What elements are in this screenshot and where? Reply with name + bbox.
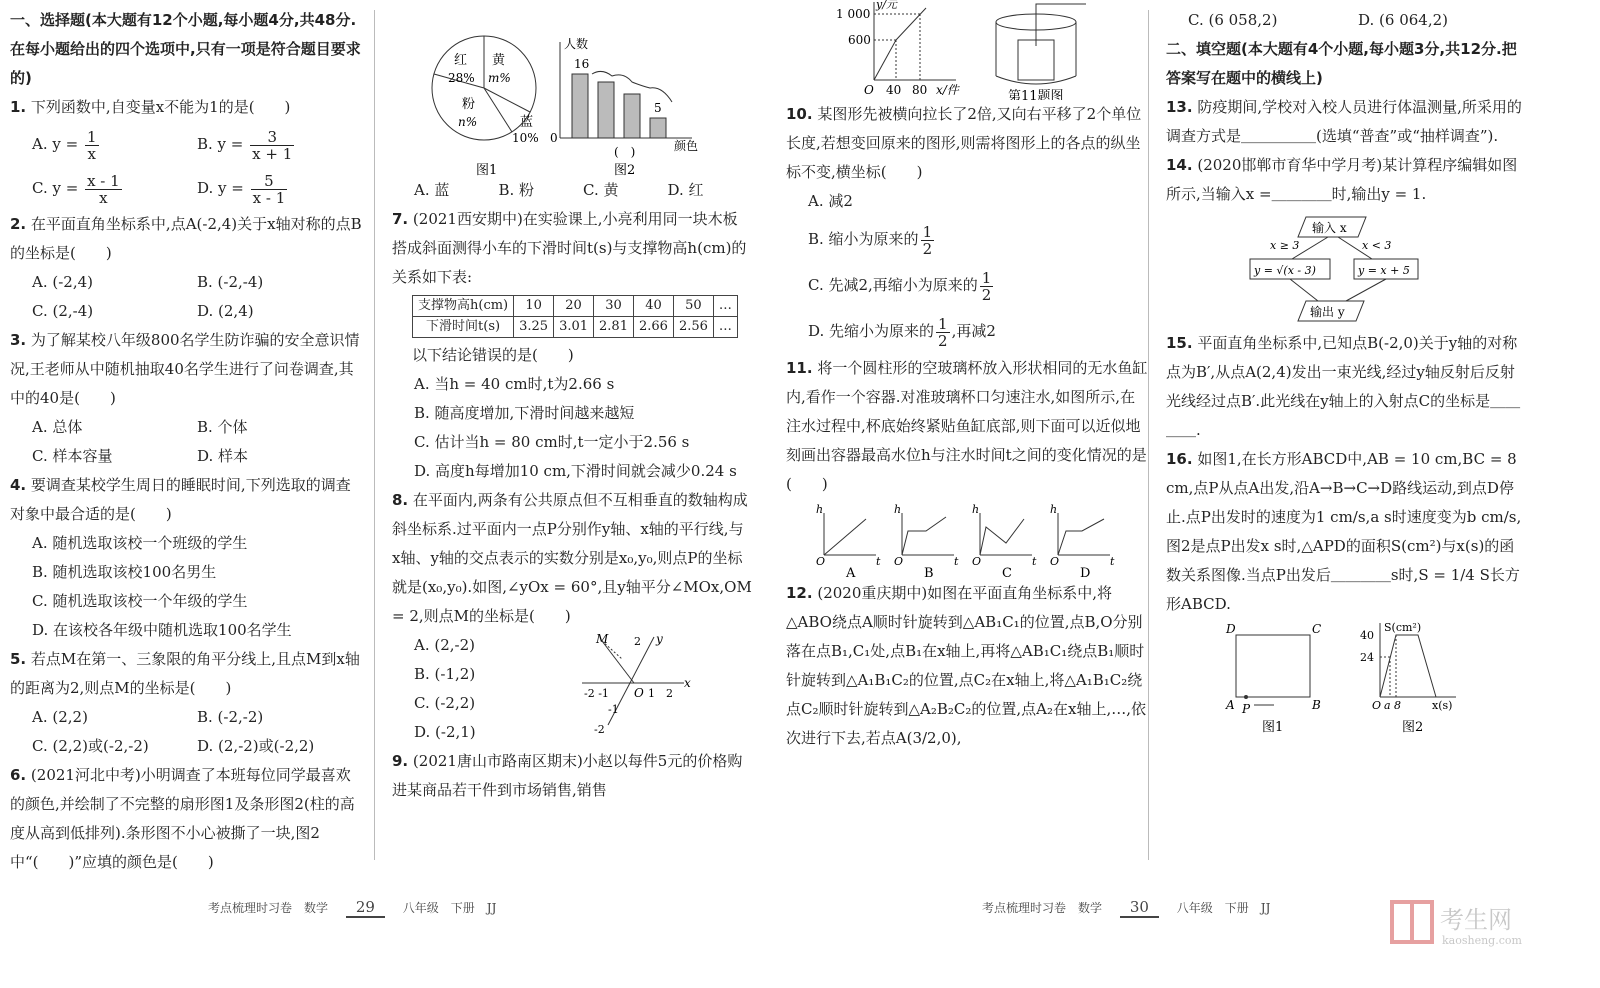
tick-label: -2 -1 (584, 687, 609, 700)
section-1-title: 一、选择题(本大题有12个小题,每小题4分,共48分.在每小题给出的四个选项中,只有一项是符合题目要求的) (10, 11, 361, 87)
svg-text:h: h (972, 503, 980, 516)
pie-pct-pink: n% (458, 115, 478, 129)
om-segment (602, 641, 634, 683)
question-15: 15. 平面直角坐标系中,已知点B(-2,0)关于y轴的对称点为B′,从点A(2,4)发出一束光线,经过y轴反射后反射光线经过点B′.此光线在y轴上的入射点C的坐标是＿＿＿＿. (1166, 334, 1521, 439)
svg-text:O: O (1050, 555, 1060, 568)
option-a: A. (2,-2) (414, 636, 475, 654)
graph-c (972, 503, 1037, 579)
table-cell: 支撑物高h(cm) (413, 296, 514, 317)
option-b: B. 随机选取该校100名男生 (32, 563, 217, 581)
pie-divider (484, 88, 512, 132)
column-3 (786, 0, 1148, 753)
condition-label: x < 3 (1362, 239, 1392, 252)
graph-a (816, 503, 881, 579)
svg-text:A: A (1226, 698, 1235, 712)
option-b: B. y = $\frac{3}{x + 1}$ (197, 127, 293, 163)
question-2: 2. 在平面直角坐标系中,点A(-2,4)关于x轴对称的点B的坐标是( ) (10, 215, 362, 262)
q16-figures (1166, 619, 1528, 739)
column-divider (374, 10, 375, 860)
pie-label-red: 红 (454, 53, 468, 68)
question-8: 8. 在平面内,两条有公共原点但不互相垂直的数轴构成斜坐标系.过平面内一点P分别作y轴、x轴的平行线,与x轴、y轴的交点表示的实数分别是x₀,y₀,则点P的坐标就是(x₀,y₀).如图,∠yOx = 60°,且y轴平分∠MOx,OM = 2,则点M的坐标是( ) (392, 491, 752, 625)
bar (650, 118, 666, 138)
option-b: B. 随高度增加,下滑时间越来越短 (414, 404, 635, 422)
svg-text:D: D (1226, 622, 1236, 636)
flow-arrow (1346, 279, 1386, 301)
pie-pct-blue: 10% (512, 131, 539, 145)
tick-label: a 8 (1384, 699, 1402, 712)
tick-label: 40 (886, 83, 902, 97)
origin-label: O (634, 686, 644, 700)
y-axis-label: S(cm²) (1384, 621, 1422, 634)
y-axis-label: y/元 (876, 0, 897, 11)
question-5: 5. 若点M在第一、三象限的角平分线上,且点M到x轴的距离为2,则点M的坐标是( ) (10, 650, 360, 697)
figure-caption: 图1 (1262, 720, 1284, 735)
svg-text:B: B (1312, 698, 1321, 712)
graph-line (980, 519, 1024, 555)
option-a: A. 减2 (808, 192, 853, 210)
bar (624, 94, 640, 138)
bar-data-label: 16 (574, 57, 590, 71)
question-1: 1. 下列函数中,自变量x不能为1的是( ) (10, 98, 291, 116)
origin-label: O (864, 83, 874, 97)
option-c: C. (2,2)或(-2,-2) (32, 737, 149, 755)
y-axis-label: 人数 (564, 37, 589, 51)
question-stem: 平面直角坐标系中,已知点B(-2,0)关于y轴的对称点为B′,从点A(2,4)发出一束光线,经过y轴反射后反射光线经过点B′.此光线在y轴上的入射点C的坐标是＿＿＿＿. (1166, 334, 1521, 439)
bar-chart (550, 36, 698, 176)
bar-blank-label: ( ) (614, 145, 636, 159)
option-a: A. 随机选取该校一个班级的学生 (32, 534, 248, 552)
question-3: 3. 为了解某校八年级800名学生防诈骗的安全意识情况,王老师从中随机抽取40名学生进行了问卷调查,其中的40是( ) (10, 331, 360, 407)
options-row (10, 297, 362, 326)
section-2-title: 二、填空题(本大题有4个小题,每小题3分,共12分.把答案写在题中的横线上) (1166, 40, 1517, 87)
option-c: C. 样本容量 (32, 447, 113, 465)
option-d: D. (-2,1) (414, 723, 476, 741)
q8-oblique-axes-figure (572, 633, 702, 743)
option-d: D. y = $\frac{5}{x - 1}$ (197, 171, 286, 207)
svg-text:C: C (1312, 622, 1322, 636)
question-13: 13. 防疫期间,学校对入校人员进行体温测量,所采用的调查方式是＿＿＿＿＿(选填“普查”或“抽样调查”). (1166, 98, 1522, 145)
q9-q11-figures (786, 0, 1148, 100)
question-stem: (2021河北中考)小明调查了本班每位同学最喜欢的颜色,并绘制了不完整的扇形图1及条形图2(柱的高度从高到低排列).条形图不小心被撕了一块,图2中“( )”应填的颜色是( ) (10, 766, 355, 871)
option-d: D. 样本 (197, 447, 249, 465)
option-c: C. (-2,2) (414, 694, 476, 712)
output-label: 输出 y (1310, 305, 1345, 319)
option-c: C. (2,-4) (32, 302, 94, 320)
x-axis-label: 颜色 (674, 139, 699, 153)
svg-text:O: O (1372, 699, 1382, 712)
option-label: D (1080, 566, 1091, 579)
q7-table (412, 295, 738, 338)
svg-text:h: h (1050, 503, 1058, 516)
watermark-logo (1390, 898, 1540, 948)
q11-options-svg (786, 499, 1148, 579)
q6-figure-svg (392, 6, 752, 176)
option-d: D. (6 064,2) (1358, 11, 1448, 29)
page-number: 30 (1120, 898, 1159, 918)
option-a: A. 当h = 40 cm时,t为2.66 s (414, 375, 615, 393)
pie-pct-red: 28% (448, 71, 475, 85)
figure-caption: 第11题图 (1008, 89, 1064, 100)
watermark (1390, 898, 1540, 948)
tick-label: 40 (1360, 629, 1374, 642)
options-row (10, 413, 362, 442)
column-2 (392, 6, 752, 805)
graph-line (1380, 635, 1436, 697)
question-11: 11. 将一个圆柱形的空玻璃杯放入形状相同的无水鱼缸内,看作一个容器.对准玻璃杯口匀速注水,如图所示,在注水过程中,杯底始终紧贴鱼缸底部,则下面可以近似地刻画出容器最高水位h与注水时间t之间的变化情况的是( ) (786, 359, 1148, 493)
options-row (10, 268, 362, 297)
table-row: 支撑物高h(cm) 10 20 30 40 50 … (413, 296, 738, 317)
flow-arrow (1290, 279, 1318, 301)
q11-fish-tank (996, 4, 1086, 100)
area-graph (1360, 621, 1456, 735)
svg-text:t: t (1032, 555, 1037, 568)
bar (598, 82, 614, 138)
x-axis-label: x/件 (936, 83, 959, 97)
x-label: x (684, 676, 691, 690)
bar-data-label: 5 (654, 101, 662, 115)
bar (572, 74, 588, 138)
question-10: 10. 某图形先被横向拉长了2倍,又向右平移了2个单位长度,若想变回原来的图形,则需将图形上的各点的纵坐标不变,横坐标( ) (786, 105, 1142, 181)
options-row (10, 703, 362, 732)
footer-book: 考点梳理时习卷 数学 (982, 901, 1103, 915)
options-row (1166, 6, 1528, 35)
point-p (1244, 695, 1248, 699)
question-sub: 以下结论错误的是( ) (412, 346, 574, 364)
option-c: C. (6 058,2) (1188, 11, 1278, 29)
option-c: C. 先减2,再缩小为原来的 $\frac{1}{2}$ (808, 268, 992, 304)
table-cell: 下滑时间t(s) (413, 317, 514, 338)
footer-left (208, 898, 496, 918)
svg-text:t: t (876, 555, 881, 568)
option-label: A (846, 566, 856, 579)
question-stem: (2020邯郸市育华中学月考)某计算程序编辑如图所示,当输入x =＿＿＿＿时,输出y = 1. (1166, 156, 1518, 203)
tick-label: 80 (912, 83, 928, 97)
option-c: C. 随机选取该校一个年级的学生 (32, 592, 248, 610)
pie-chart (432, 36, 539, 176)
column-1 (10, 6, 362, 877)
option-b: B. 粉 (498, 181, 535, 199)
condition-label: x ≥ 3 (1270, 239, 1300, 252)
footer-book: 考点梳理时习卷 数学 (208, 901, 329, 915)
column-4 (1166, 6, 1528, 739)
rectangle-figure (1225, 622, 1321, 735)
question-4: 4. 要调查某校学生周日的睡眠时间,下列选取的调查对象中最合适的是( ) (10, 476, 351, 523)
option-a: A. 总体 (32, 418, 83, 436)
option-label: B (924, 566, 934, 579)
question-stem: 在平面内,两条有公共原点但不互相垂直的数轴构成斜坐标系.过平面内一点P分别作y轴、x轴的平行线,与x轴、y轴的交点表示的实数分别是x₀,y₀,则点P的坐标就是(x₀,y₀).如图,∠yOx = 60°,且y轴平分∠MOx,OM = 2,则点M的坐标是( ) (392, 491, 752, 625)
option-c: C. 黄 (583, 181, 619, 199)
option-b: B. 缩小为原来的 $\frac{1}{2}$ (808, 222, 933, 258)
option-d: D. 在该校各年级中随机选取100名学生 (32, 621, 292, 639)
graph-b (894, 503, 959, 579)
q6-figures (392, 6, 752, 176)
pie-pct-yellow: m% (488, 71, 511, 85)
question-stem: 若点M在第一、三象限的角平分线上,且点M到x轴的距离为2,则点M的坐标是( ) (10, 650, 360, 697)
figure-caption: 图1 (476, 163, 498, 176)
question-stem: 防疫期间,学校对入校人员进行体温测量,所采用的调查方式是＿＿＿＿＿(选填“普查”或“抽样调查”). (1166, 98, 1522, 145)
graph-line (896, 8, 926, 40)
options-row (10, 442, 362, 471)
formula-label: y = x + 5 (1358, 264, 1410, 277)
formula-label: y = √(x - 3) (1254, 264, 1316, 277)
svg-text:h: h (894, 503, 902, 516)
question-stem: 为了解某校八年级800名学生防诈骗的安全意识情况,王老师从中随机抽取40名学生进行了问卷调查,其中的40是( ) (10, 331, 360, 407)
tick-label: -2 (594, 723, 605, 736)
option-d: D. 红 (667, 181, 704, 199)
option-a: A. (2,2) (32, 708, 88, 726)
question-6: 6. (2021河北中考)小明调查了本班每位同学最喜欢的颜色,并绘制了不完整的扇形图1及条形图2(柱的高度从高到低排列).条形图不小心被撕了一块,图2中“( )”应填的颜色是( ) (10, 766, 355, 871)
options-row (392, 176, 752, 205)
question-12: 12. (2020重庆期中)如图在平面直角坐标系中,将△ABO绕点A顺时针旋转到△AB₁C₁的位置,点B,O分别落在点B₁,C₁处,点B₁在x轴上,再将△AB₁C₁绕点B₁顺时针旋转到△A₁B₁C₂的位置,点C₂在x轴上,将△A₁B₁C₂绕点C₂顺时针旋转到△A₂B₂C₂的位置,点A₂在x轴上,…,依次进行下去,若点A(3/2,0), (786, 584, 1147, 747)
q16-figure-svg (1166, 619, 1528, 739)
option-b: B. (-1,2) (414, 665, 476, 683)
question-9: 9. (2021唐山市路南区期末)小赵以每件5元的价格购进某商品若干件到市场销售,销售 (392, 752, 743, 799)
graph-d (1050, 503, 1115, 579)
rectangle-abcd (1236, 635, 1310, 697)
question-stem: 在平面直角坐标系中,点A(-2,4)关于x轴对称的点B的坐标是( ) (10, 215, 362, 262)
tick-label: 2 (634, 635, 641, 648)
svg-text:O: O (894, 555, 904, 568)
figure-caption: 图2 (614, 163, 636, 176)
question-stem: 如图1,在长方形ABCD中,AB = 10 cm,BC = 8 cm,点P从点A出发,沿A→B→C→D路线运动,到点D停止.点P出发时的速度为1 cm/s,a s时速度变为b cm/s,图2是点P出发x s时,△APD的面积S(cm²)与x(s)的函数关系图像.当点P出发后＿＿＿＿s时,S = 1/4 S长方形ABCD. (1166, 450, 1522, 613)
footer-grade: 八年级 下册 JJ (402, 901, 497, 915)
question-stem: (2021唐山市路南区期末)小赵以每件5元的价格购进某商品若干件到市场销售,销售 (392, 752, 743, 799)
option-b: B. 个体 (197, 418, 248, 436)
pie-label-yellow: 黄 (492, 53, 506, 68)
point-m-label: M (596, 633, 609, 646)
svg-text:t: t (954, 555, 959, 568)
page-number: 29 (346, 898, 385, 918)
footer-right (982, 898, 1270, 918)
origin-label: 0 (550, 131, 558, 145)
option-label: C (1002, 566, 1012, 579)
option-d: D. 高度h每增加10 cm,下滑时间就会减少0.24 s (414, 462, 737, 480)
question-16: 16. 如图1,在长方形ABCD中,AB = 10 cm,BC = 8 cm,点P从点A出发,沿A→B→C→D路线运动,到点D停止.点P出发时的速度为1 cm/s,a s时速度变为b cm/s,图2是点P出发x s时,△APD的面积S(cm²)与x(s)的函数关系图像.当点P出发后＿＿＿＿s时,S = 1/4 S长方形ABCD. (1166, 450, 1522, 613)
graph-line (824, 519, 866, 555)
svg-text:O: O (816, 555, 826, 568)
svg-text:h: h (816, 503, 824, 516)
tick-label: 24 (1360, 651, 1374, 664)
pie-label-pink: 粉 (462, 97, 476, 112)
q8-options-with-figure (392, 631, 752, 747)
option-a: A. 蓝 (414, 181, 450, 199)
watermark-brand: 考生网 (1440, 906, 1512, 934)
options-row (10, 732, 362, 761)
graph-line (902, 517, 946, 555)
options-row (10, 122, 362, 166)
option-d: D. (2,4) (197, 302, 254, 320)
tick-label: -1 (608, 703, 619, 716)
tick-label: 1 2 (648, 687, 673, 700)
graph-line (1058, 519, 1104, 555)
option-a: A. y = $\frac{1}{x}$ (32, 127, 97, 163)
question-14: 14. (2020邯郸市育华中学月考)某计算程序编辑如图所示,当输入x =＿＿＿＿时,输出y = 1. (1166, 156, 1518, 203)
column-divider (1148, 10, 1149, 860)
q9-graph (836, 0, 961, 100)
pie-divider (484, 88, 530, 112)
graph-line (874, 40, 896, 80)
options-row (10, 166, 362, 210)
tick-label: 1 000 (836, 7, 871, 21)
y-label: y (656, 633, 663, 646)
pie-label-blue: 蓝 (520, 115, 534, 130)
x-axis-label: x(s) (1432, 699, 1453, 712)
option-a: A. (-2,4) (32, 273, 93, 291)
option-c: C. 估计当h = 80 cm时,t一定小于2.56 s (414, 433, 690, 451)
flowchart-svg (1166, 209, 1528, 329)
question-stem: 将一个圆柱形的空玻璃杯放入形状相同的无水鱼缸内,看作一个容器.对准玻璃杯口匀速注水,如图所示,在注水过程中,杯底始终紧贴鱼缸底部,则下面可以近似地刻画出容器最高水位h与注水时间t之间的变化情况的是( ) (786, 359, 1148, 493)
option-d: D. (2,-2)或(-2,2) (197, 737, 315, 755)
q14-flowchart (1166, 209, 1528, 329)
svg-text:P: P (1242, 702, 1251, 716)
question-7: 7. (2021西安期中)在实验课上,小亮利用同一块木板搭成斜面测得小车的下滑时间t(s)与支撑物高h(cm)的关系如下表: (392, 210, 747, 286)
input-label: 输入 x (1312, 221, 1347, 235)
svg-text:t: t (1110, 555, 1115, 568)
watermark-url: kaosheng.com (1442, 934, 1522, 947)
option-b: B. (-2,-4) (197, 273, 264, 291)
option-d: D. 先缩小为原来的 $\frac{1}{2}$ ,再减2 (808, 314, 996, 350)
svg-text:O: O (972, 555, 982, 568)
question-stem: 下列函数中,自变量x不能为1的是( ) (30, 98, 291, 116)
figure-caption: 图2 (1402, 720, 1424, 735)
q9-q11-figure-svg (786, 0, 1148, 100)
question-stem: 要调查某校学生周日的睡眠时间,下列选取的调查对象中最合适的是( ) (10, 476, 351, 523)
footer-grade: 八年级 下册 JJ (1176, 901, 1271, 915)
option-b: B. (-2,-2) (197, 708, 264, 726)
question-stem: (2020重庆期中)如图在平面直角坐标系中,将△ABO绕点A顺时针旋转到△AB₁C₁的位置,点B,O分别落在点B₁,C₁处,点B₁在x轴上,再将△AB₁C₁绕点B₁顺时针旋转到△A₁B₁C₂的位置,点C₂在x轴上,将△A₁B₁C₂绕点C₂顺时针旋转到△A₂B₂C₂的位置,点A₂在x轴上,…,依次进行下去,若点A(3/2,0), (786, 584, 1147, 747)
question-stem: 某图形先被横向拉长了2倍,又向右平移了2个单位长度,若想变回原来的图形,则需将图形上的各点的纵坐标不变,横坐标( ) (786, 105, 1142, 181)
tick-label: 600 (848, 33, 871, 47)
table-row: 下滑时间t(s) 3.25 3.01 2.81 2.66 2.56 … (413, 317, 738, 338)
q11-options-graphs (786, 499, 1148, 579)
question-stem: (2021西安期中)在实验课上,小亮利用同一块木板搭成斜面测得小车的下滑时间t(s)与支撑物高h(cm)的关系如下表: (392, 210, 747, 286)
option-c: C. y = $\frac{x - 1}{x}$ (32, 171, 120, 207)
